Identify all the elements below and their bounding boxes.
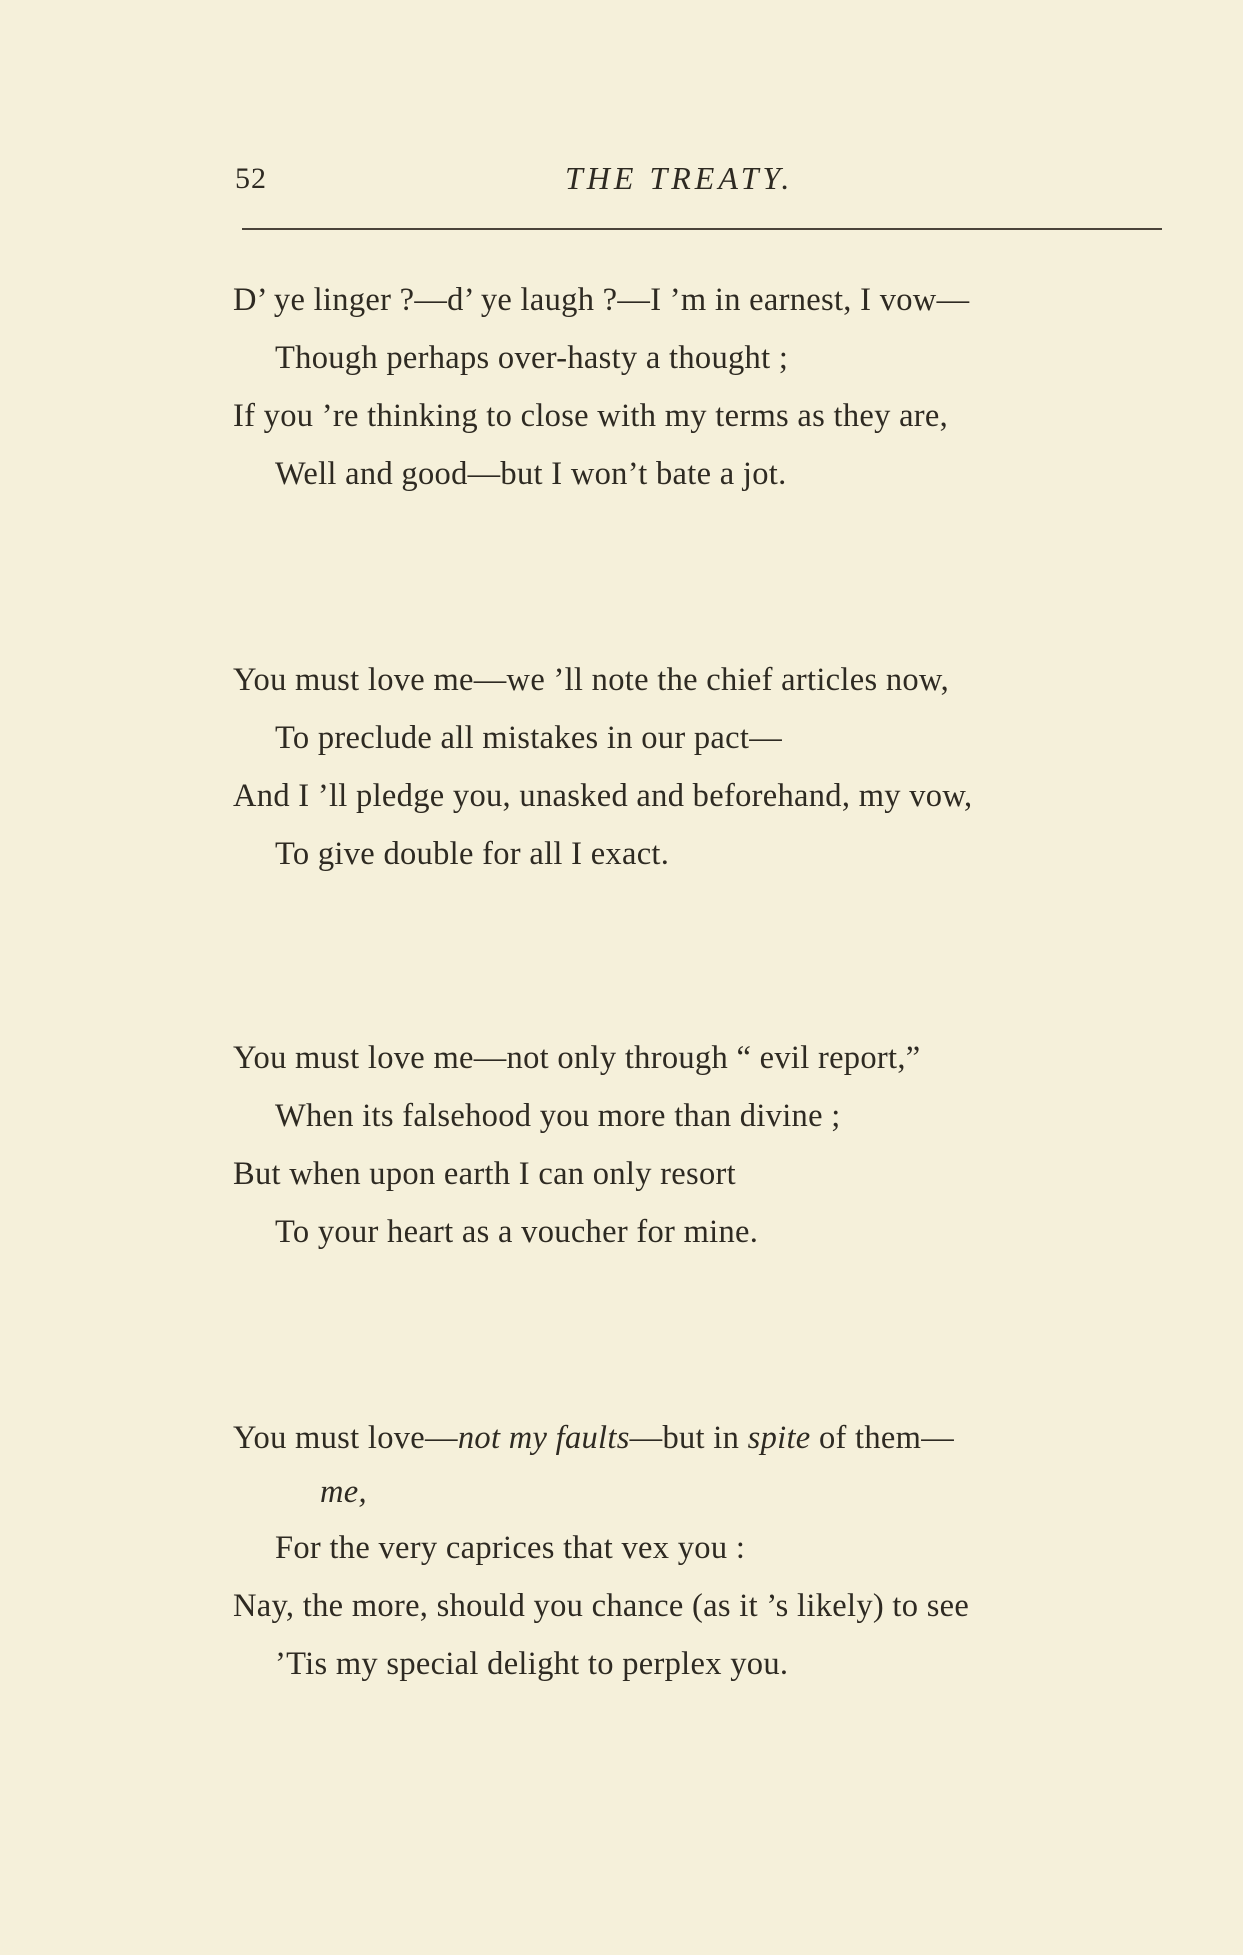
verse-line: But when upon earth I can only resort: [233, 1156, 736, 1192]
verse-line: If you ’re thinking to close with my terms as they are,: [233, 398, 949, 434]
verse-line: For the very caprices that vex you :: [275, 1530, 746, 1566]
verse-line: Though perhaps over-hasty a thought ;: [275, 340, 789, 376]
running-title: THE TREATY.: [565, 160, 794, 196]
verse-emphasis: not my faults: [457, 1420, 630, 1456]
verse-continuation: me,: [320, 1474, 367, 1510]
header-rule: [242, 228, 1162, 230]
verse-line: Well and good—but I won’t bate a jot.: [275, 456, 787, 492]
verse-line: [233, 1420, 954, 1457]
verse-line: To your heart as a voucher for mine.: [275, 1214, 759, 1250]
verse-line: To preclude all mistakes in our pact—: [275, 720, 783, 756]
verse-segment: —but in: [629, 1420, 748, 1456]
verse-segment: of them—: [810, 1420, 955, 1456]
verse-line: ’Tis my special delight to perplex you.: [275, 1646, 789, 1682]
verse-line: To give double for all I exact.: [275, 836, 670, 872]
verse-line: When its falsehood you more than divine ;: [275, 1098, 841, 1134]
page-header: [235, 160, 1165, 200]
page-number: 52: [235, 162, 267, 195]
verse-line: You must love me—we ’ll note the chief articles now,: [233, 662, 950, 698]
verse-segment: You must love—: [233, 1420, 458, 1456]
verse-line: And I ’ll pledge you, unasked and beforehand, my vow,: [233, 778, 973, 814]
verse-line: D’ ye linger ?—d’ ye laugh ?—I ’m in earnest, I vow—: [233, 282, 970, 318]
verse-emphasis: spite: [747, 1420, 811, 1456]
verse-line: You must love me—not only through “ evil report,”: [233, 1040, 921, 1076]
verse-line: Nay, the more, should you chance (as it ’s likely) to see: [233, 1588, 970, 1624]
